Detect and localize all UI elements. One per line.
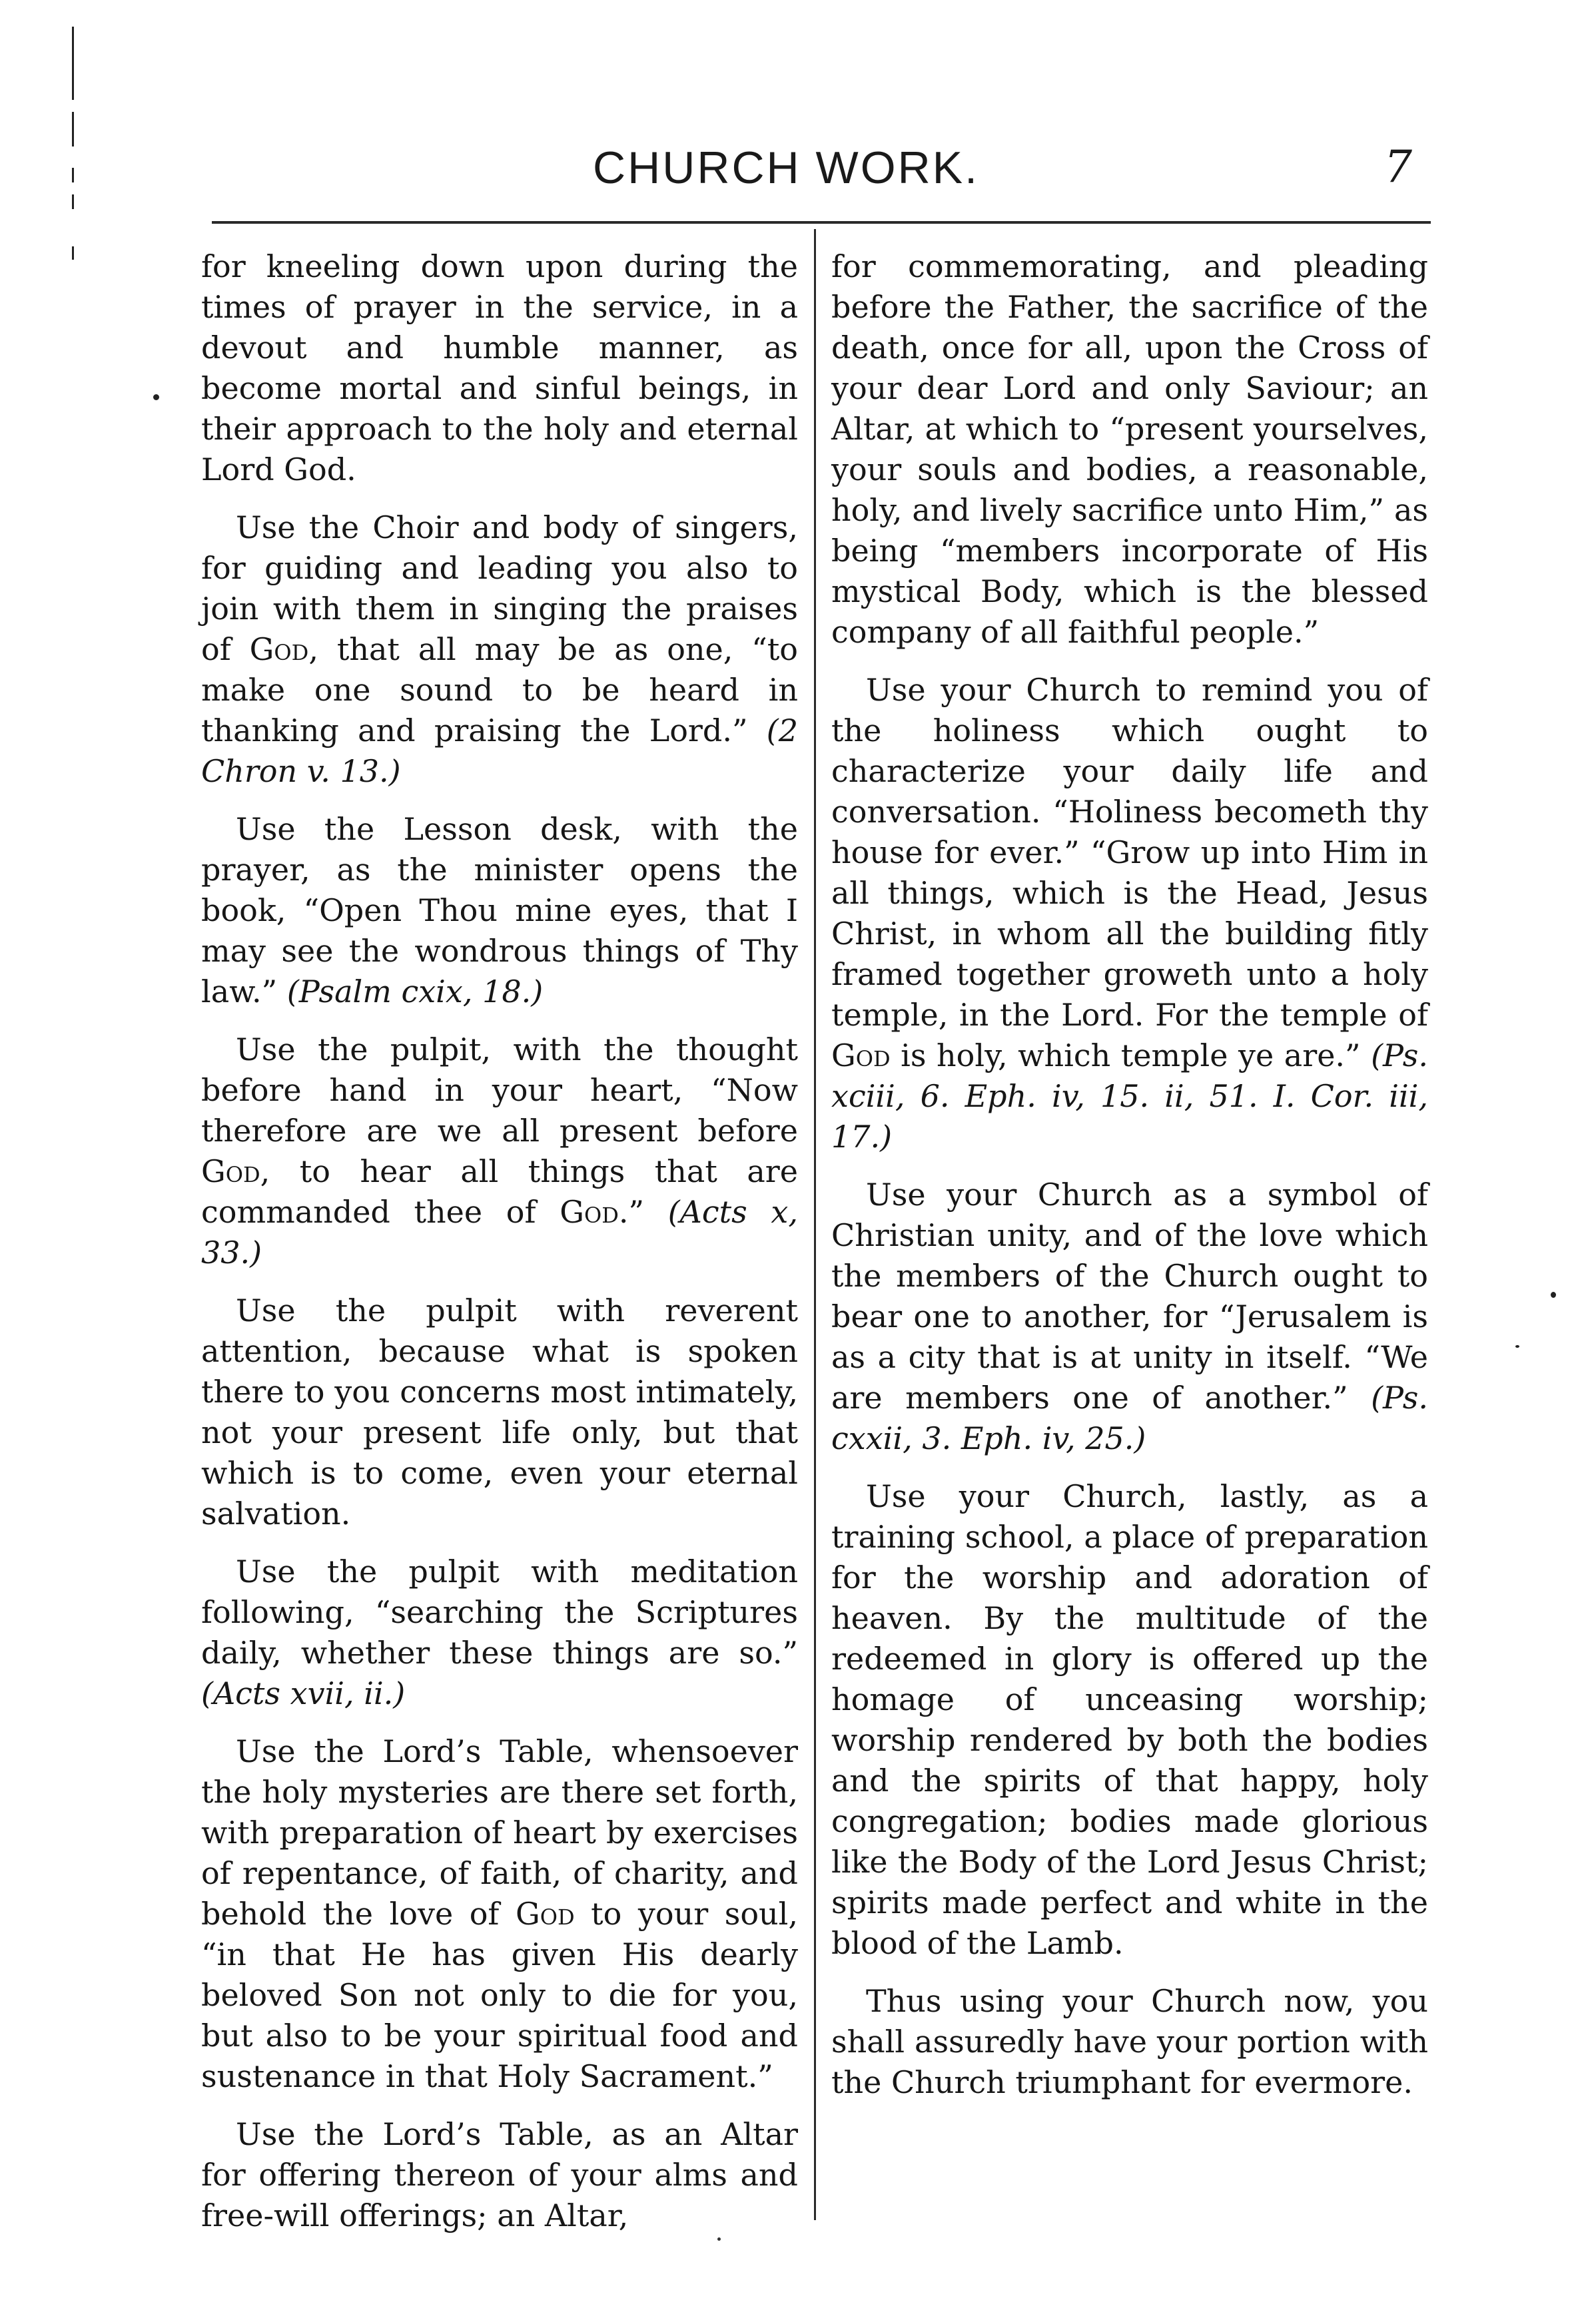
body-paragraph xyxy=(201,246,798,490)
body-paragraph xyxy=(201,809,798,1012)
body-paragraph xyxy=(201,1731,798,2097)
scripture-reference: (2 Chron v. 13.) xyxy=(201,713,798,789)
paragraph-text: , to hear all things that are commanded thee of xyxy=(201,1153,798,1230)
paragraph-text: Use your Church as a symbol of Christian unity, and of the love which the members of the Church ought to bear one to another, for “Jerusalem is as a city that is at unity in itself. “We are members one of another.” xyxy=(831,1177,1428,1416)
scripture-reference: (Acts xvii, ii.) xyxy=(201,1675,406,1711)
divine-name: God xyxy=(831,1037,891,1073)
paragraph-text: Use the pulpit with reverent attention, because what is spoken there to you concerns most intimately, not your present life only, but that which is to come, even your eternal salvation. xyxy=(201,1293,798,1532)
divine-name: God xyxy=(515,1896,575,1932)
body-paragraph xyxy=(831,1476,1428,1964)
left-column xyxy=(201,246,798,2253)
paragraph-text: Use the pulpit with meditation following, “searching the Scriptures daily, whether these things are so.” xyxy=(201,1554,798,1671)
margin-binding-mark xyxy=(72,168,74,182)
body-paragraph xyxy=(201,507,798,792)
body-paragraph xyxy=(201,1029,798,1273)
paragraph-text: Thus using your Church now, you shall assuredly have your portion with the Church triumphant for evermore. xyxy=(831,1983,1428,2100)
footer-mark xyxy=(717,2237,721,2241)
scripture-reference: (Ps. xciii, 6. Eph. iv, 15. ii, 51. I. Cor. iii, 17.) xyxy=(831,1037,1428,1155)
margin-binding-mark xyxy=(72,194,74,209)
paragraph-text: is holy, which temple ye are.” xyxy=(890,1037,1372,1073)
paragraph-text: Use the Lord’s Table, as an Altar for offering thereon of your alms and free-will offerings; an Altar, xyxy=(201,2116,798,2233)
body-paragraph xyxy=(831,1175,1428,1459)
body-paragraph xyxy=(201,1552,798,1714)
column-divider xyxy=(814,229,816,2220)
body-paragraph xyxy=(201,2114,798,2236)
body-paragraph xyxy=(831,246,1428,653)
divine-name: God xyxy=(201,1153,260,1189)
paragraph-text: Use the Lord’s Table, whensoever the holy mysteries are there set forth, with preparation of heart by exercises of repentance, of faith, of charity, and behold the love of xyxy=(201,1733,798,1932)
paragraph-text: .” xyxy=(618,1194,668,1230)
header-rule xyxy=(212,221,1431,224)
running-head-title: CHURCH WORK. xyxy=(593,143,979,193)
page-number: 7 xyxy=(1384,141,1412,192)
body-paragraph xyxy=(831,1981,1428,2103)
margin-speck xyxy=(153,394,159,400)
paragraph-text: Use the Choir and body of singers, for guiding and leading you also to join with them in singing the praises of xyxy=(201,509,798,667)
paragraph-text: Use your Church to remind you of the holiness which ought to characterize your daily life and conversation. “Holiness becometh thy house for ever.” “Grow up into Him in all things, which is the Head, Jesus Christ, in whom all the building fitly framed together groweth unto a holy temple, in the Lord. For the temple of xyxy=(831,672,1428,1033)
paragraph-text: for kneeling down upon during the times of prayer in the service, in a devout and humble manner, as become mortal and sinful beings, in their approach to the holy and eternal Lord God. xyxy=(201,248,798,487)
paragraph-text: to your soul, “in that He has given His dearly beloved Son not only to die for you, but also to be your spiritual food and sustenance in that Holy Sacrament.” xyxy=(201,1896,798,2094)
paragraph-text: Use your Church, lastly, as a training school, a place of preparation for the worship and adoration of heaven. By the multitude of the redeemed in glory is offered up the homage of unceasing worship; worship rendered by both the bodies and the spirits of that happy, holy congregation; bodies made glorious like the Body of the Lord Jesus Christ; spirits made perfect and white in the blood of the Lamb. xyxy=(831,1478,1428,1961)
divine-name: God xyxy=(249,631,309,667)
margin-binding-mark xyxy=(72,112,74,146)
divine-name: God xyxy=(560,1194,619,1230)
margin-binding-mark xyxy=(72,246,74,260)
margin-speck xyxy=(1515,1345,1519,1348)
body-paragraph xyxy=(201,1291,798,1534)
scripture-reference: (Ps. cxxii, 3. Eph. iv, 25.) xyxy=(831,1380,1428,1456)
margin-binding-mark xyxy=(72,27,74,100)
paragraph-text: for commemorating, and pleading before the Father, the sacrifice of the death, once for all, upon the Cross of your dear Lord and only Saviour; an Altar, at which to “present yourselves, your souls and bodies, a reasonable, holy, and lively sacrifice unto Him,” as being “members incorporate of His mystical Body, which is the blessed company of all faithful people.” xyxy=(831,248,1428,650)
body-paragraph xyxy=(831,670,1428,1157)
scripture-reference: (Psalm cxix, 18.) xyxy=(286,974,544,1010)
paragraph-text: , that all may be as one, “to make one sound to be heard in thanking and praising the Lord.” xyxy=(201,631,798,748)
scripture-reference: (Acts x, 33.) xyxy=(201,1194,798,1271)
right-column xyxy=(831,246,1428,2120)
margin-speck xyxy=(1551,1292,1556,1298)
paragraph-text: Use the pulpit, with the thought before hand in your heart, “Now therefore are we all present before xyxy=(201,1031,798,1149)
paragraph-text: Use the Lesson desk, with the prayer, as the minister opens the book, “Open Thou mine eyes, that I may see the wondrous things of Thy law.” xyxy=(201,811,798,1010)
